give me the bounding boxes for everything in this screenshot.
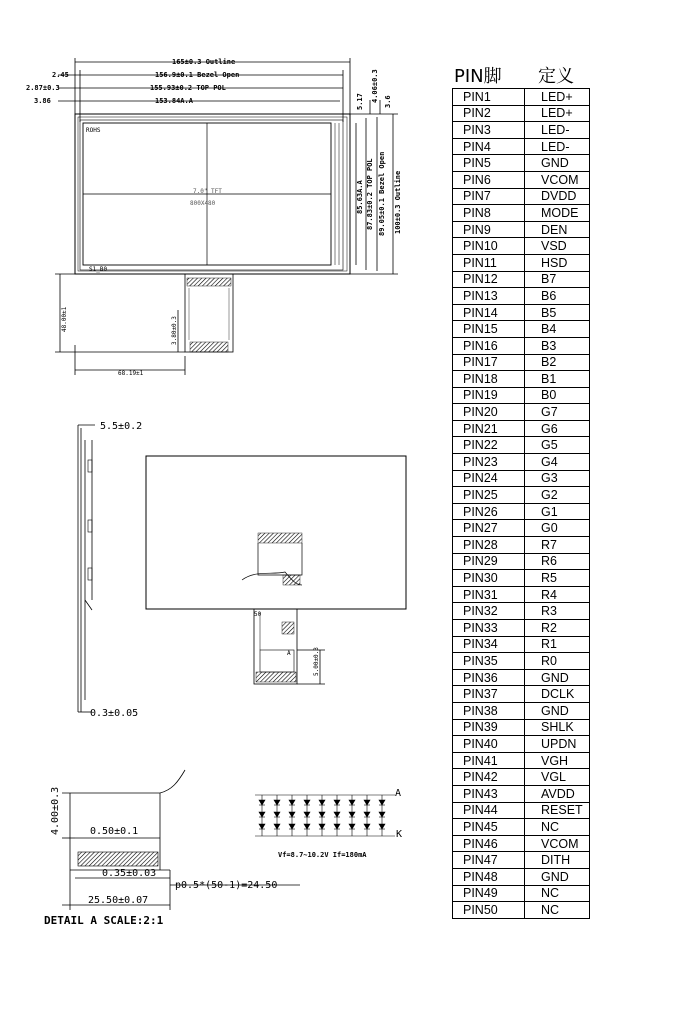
pin-function: DITH [525, 852, 590, 869]
pin-number: PIN6 [453, 171, 525, 188]
pin-number: PIN13 [453, 288, 525, 305]
pin-number: PIN10 [453, 238, 525, 255]
pin-number: PIN14 [453, 304, 525, 321]
pin-row [453, 819, 590, 836]
pin-number: PIN37 [453, 686, 525, 703]
dim-outline: 165±0.3 Outline [172, 58, 236, 66]
pin-function: G0 [525, 520, 590, 537]
pin-number: PIN24 [453, 470, 525, 487]
pin-row [453, 520, 590, 537]
pin-number: PIN32 [453, 603, 525, 620]
led-diode-icon [334, 812, 340, 817]
pin-row [453, 603, 590, 620]
pin-number: PIN11 [453, 254, 525, 271]
panel-label-size: 7.0" TFT [193, 188, 222, 195]
pin-number: PIN27 [453, 520, 525, 537]
dim-bezel: 156.9±0.1 Bezel Open [155, 71, 240, 79]
dim-400: 4.00±0.3 [50, 786, 61, 835]
dim-v-bezel: 89.05±0.1 Bezel Open [378, 151, 386, 236]
pin-function: VSD [525, 238, 590, 255]
pin-row [453, 105, 590, 122]
dim-v-outline: 100±0.3 Outline [394, 170, 402, 234]
fpc-mark: 50 [254, 611, 262, 618]
pin-function: GND [525, 155, 590, 172]
pin-row [453, 404, 590, 421]
pin-table [452, 88, 590, 919]
pin-row [453, 487, 590, 504]
led-diode-icon [364, 824, 370, 829]
pin-function: NC [525, 819, 590, 836]
dim-fpc-width: 3.80±0.3 [171, 316, 178, 345]
pin-number: PIN48 [453, 868, 525, 885]
pin-function: MODE [525, 205, 590, 222]
dim-500: 5.00±0.3 [313, 647, 320, 676]
led-diode-icon [289, 812, 295, 817]
pin-a-label: A [287, 650, 291, 657]
pin-number: PIN9 [453, 221, 525, 238]
led-diode-icon [319, 812, 325, 817]
led-diode-icon [334, 800, 340, 805]
dim-035: 0.35±0.03 [102, 868, 157, 879]
pin-number: PIN28 [453, 537, 525, 554]
pin-number: PIN42 [453, 769, 525, 786]
pin-number: PIN23 [453, 454, 525, 471]
top-view-labels [26, 58, 402, 377]
top-view [55, 58, 398, 375]
pin-function: B7 [525, 271, 590, 288]
pin-row [453, 736, 590, 753]
pin-function: R4 [525, 586, 590, 603]
led-diode-icon [304, 812, 310, 817]
pin-row [453, 902, 590, 919]
pin-function: NC [525, 902, 590, 919]
pin-number: PIN12 [453, 271, 525, 288]
pin-number: PIN17 [453, 354, 525, 371]
dim-left-386: 3.86 [34, 97, 51, 105]
pin-row [453, 802, 590, 819]
pin-number: PIN38 [453, 702, 525, 719]
pin-number: PIN4 [453, 138, 525, 155]
pin-row [453, 769, 590, 786]
dim-top-pol: 155.93±0.2 TOP POL [150, 84, 226, 92]
led-diode-icon [289, 824, 295, 829]
pin-number: PIN2 [453, 105, 525, 122]
pin-row [453, 669, 590, 686]
led-diode-icon [274, 824, 280, 829]
pin-row [453, 503, 590, 520]
pin-number: PIN43 [453, 785, 525, 802]
pin-row [453, 785, 590, 802]
pin-function: HSD [525, 254, 590, 271]
dim-thickness: 5.5±0.2 [100, 421, 143, 432]
pin-number: PIN50 [453, 902, 525, 919]
pin-number: PIN5 [453, 155, 525, 172]
pin-function: VGL [525, 769, 590, 786]
pin-row [453, 885, 590, 902]
pin-function: G3 [525, 470, 590, 487]
pin-row [453, 254, 590, 271]
pin-number: PIN40 [453, 736, 525, 753]
led-diode-icon [349, 824, 355, 829]
led-diode-icon [274, 812, 280, 817]
pin-function: VGH [525, 752, 590, 769]
led-spec: Vf=8.7~10.2V If=180mA [278, 851, 367, 859]
pin-row [453, 553, 590, 570]
pin-row [453, 171, 590, 188]
led-diode-icon [304, 800, 310, 805]
led-diode-icon [304, 824, 310, 829]
pin-row [453, 188, 590, 205]
pin-function: UPDN [525, 736, 590, 753]
pin-function: B5 [525, 304, 590, 321]
pin-row [453, 304, 590, 321]
dim-v-aa: 85.63A.A [356, 180, 364, 214]
pin-number: PIN18 [453, 371, 525, 388]
pin-number: PIN44 [453, 802, 525, 819]
pin-row [453, 752, 590, 769]
dim-thin: 0.3±0.05 [90, 708, 139, 719]
pin-number: PIN8 [453, 205, 525, 222]
pin-row [453, 868, 590, 885]
pin-number: PIN16 [453, 337, 525, 354]
header-pin: PIN脚 [454, 66, 502, 87]
pin-function: VCOM [525, 171, 590, 188]
led-diode-icon [364, 812, 370, 817]
pin-number: PIN36 [453, 669, 525, 686]
pin-row [453, 238, 590, 255]
led-diode-icon [259, 800, 265, 805]
back-view [146, 456, 406, 684]
pin-function: NC [525, 885, 590, 902]
pin-row [453, 138, 590, 155]
dim-width: 68.19±1 [118, 370, 144, 377]
pin-function: R7 [525, 537, 590, 554]
pin-number: PIN47 [453, 852, 525, 869]
dim-fpc-length: 48.00±1 [61, 306, 68, 332]
pin-row [453, 686, 590, 703]
pin-function: LED- [525, 138, 590, 155]
pin-function: GND [525, 702, 590, 719]
pin-number: PIN30 [453, 570, 525, 587]
dim-left-287: 2.87±0.3 [26, 84, 60, 92]
led-diode-icon [259, 812, 265, 817]
pin-row [453, 636, 590, 653]
pin-function: G4 [525, 454, 590, 471]
pin-row [453, 586, 590, 603]
pin-row [453, 89, 590, 106]
pin-function: B1 [525, 371, 590, 388]
pin-function: SHLK [525, 719, 590, 736]
pin-number: PIN35 [453, 653, 525, 670]
pin-function: R3 [525, 603, 590, 620]
pin-number: PIN25 [453, 487, 525, 504]
pin-function: LED+ [525, 105, 590, 122]
pin-row [453, 570, 590, 587]
pin-function: DEN [525, 221, 590, 238]
led-diode-icon [259, 824, 265, 829]
pin-number: PIN29 [453, 553, 525, 570]
pin-number: PIN41 [453, 752, 525, 769]
dim-left-245: 2.45 [52, 71, 69, 79]
bottom-label: S1_B0 [89, 266, 108, 273]
pin-number: PIN20 [453, 404, 525, 421]
pin-row [453, 470, 590, 487]
panel-label-resolution: 800X480 [190, 200, 216, 207]
pin-number: PIN39 [453, 719, 525, 736]
pin-number: PIN33 [453, 620, 525, 637]
dim-050: 0.50±0.1 [90, 826, 139, 837]
pin-row [453, 454, 590, 471]
corner-label: ROHS [86, 127, 101, 134]
pin-function: AVDD [525, 785, 590, 802]
pin-row [453, 337, 590, 354]
pin-function: R2 [525, 620, 590, 637]
pin-function: G7 [525, 404, 590, 421]
pin-row [453, 271, 590, 288]
pin-function: G2 [525, 487, 590, 504]
pin-function: B0 [525, 387, 590, 404]
pin-function: R1 [525, 636, 590, 653]
pin-row [453, 620, 590, 637]
pin-function: B4 [525, 321, 590, 338]
dim-right-36: 3.6 [384, 95, 392, 108]
pin-row [453, 354, 590, 371]
pin-number: PIN46 [453, 835, 525, 852]
side-view-labels [90, 421, 142, 719]
pin-definition-panel [452, 60, 590, 919]
led-diode-icon [319, 824, 325, 829]
pin-function: GND [525, 868, 590, 885]
led-a-label: A [395, 788, 402, 799]
led-diode-icon [319, 800, 325, 805]
dim-right-517: 5.17 [356, 93, 364, 110]
pin-row [453, 387, 590, 404]
pin-row [453, 371, 590, 388]
pin-row [453, 835, 590, 852]
pin-number: PIN3 [453, 122, 525, 139]
led-diode-icon [349, 812, 355, 817]
pin-number: PIN15 [453, 321, 525, 338]
pin-function: B2 [525, 354, 590, 371]
led-labels [278, 788, 402, 859]
pin-row [453, 288, 590, 305]
pin-function: RESET [525, 802, 590, 819]
led-diode-icon [379, 800, 385, 805]
led-diode-icon [349, 800, 355, 805]
pin-function: G5 [525, 437, 590, 454]
header-definition: 定义 [538, 66, 574, 87]
dim-pitch: p0.5*(50-1)=24.50 [175, 880, 278, 891]
led-diode-icon [379, 824, 385, 829]
pin-row [453, 702, 590, 719]
pin-function: R6 [525, 553, 590, 570]
pin-number: PIN31 [453, 586, 525, 603]
pin-function: R0 [525, 653, 590, 670]
back-view-labels [254, 611, 320, 676]
pin-row [453, 437, 590, 454]
dim-2550: 25.50±0.07 [88, 895, 149, 906]
pin-number: PIN19 [453, 387, 525, 404]
led-schematic [255, 795, 395, 836]
side-view [78, 425, 95, 712]
pin-function: LED- [525, 122, 590, 139]
led-k-label: K [396, 829, 403, 840]
pin-function: G6 [525, 420, 590, 437]
dim-aa: 153.84A.A [155, 97, 193, 105]
pin-row [453, 155, 590, 172]
led-diode-icon [334, 824, 340, 829]
pin-number: PIN21 [453, 420, 525, 437]
pin-function: DCLK [525, 686, 590, 703]
pin-number: PIN45 [453, 819, 525, 836]
pin-number: PIN7 [453, 188, 525, 205]
dim-right-406: 4.06±0.3 [371, 69, 379, 103]
pin-row [453, 537, 590, 554]
pin-row [453, 221, 590, 238]
pin-row [453, 719, 590, 736]
pin-number: PIN34 [453, 636, 525, 653]
pin-function: G1 [525, 503, 590, 520]
pin-function: R5 [525, 570, 590, 587]
led-diode-icon [379, 812, 385, 817]
pin-table-header [452, 60, 590, 88]
pin-row [453, 653, 590, 670]
pin-row [453, 321, 590, 338]
pin-row [453, 852, 590, 869]
pin-number: PIN22 [453, 437, 525, 454]
pin-function: B6 [525, 288, 590, 305]
led-diode-icon [364, 800, 370, 805]
led-diode-icon [289, 800, 295, 805]
detail-title: DETAIL A SCALE:2:1 [44, 914, 164, 927]
pin-row [453, 205, 590, 222]
pin-number: PIN26 [453, 503, 525, 520]
pin-function: B3 [525, 337, 590, 354]
pin-number: PIN49 [453, 885, 525, 902]
pin-row [453, 122, 590, 139]
pin-function: GND [525, 669, 590, 686]
pin-function: LED+ [525, 89, 590, 106]
pin-function: VCOM [525, 835, 590, 852]
led-diode-icon [274, 800, 280, 805]
pin-row [453, 420, 590, 437]
pin-number: PIN1 [453, 89, 525, 106]
pin-function: DVDD [525, 188, 590, 205]
dim-v-top-pol: 87.83±0.2 TOP POL [366, 158, 374, 230]
